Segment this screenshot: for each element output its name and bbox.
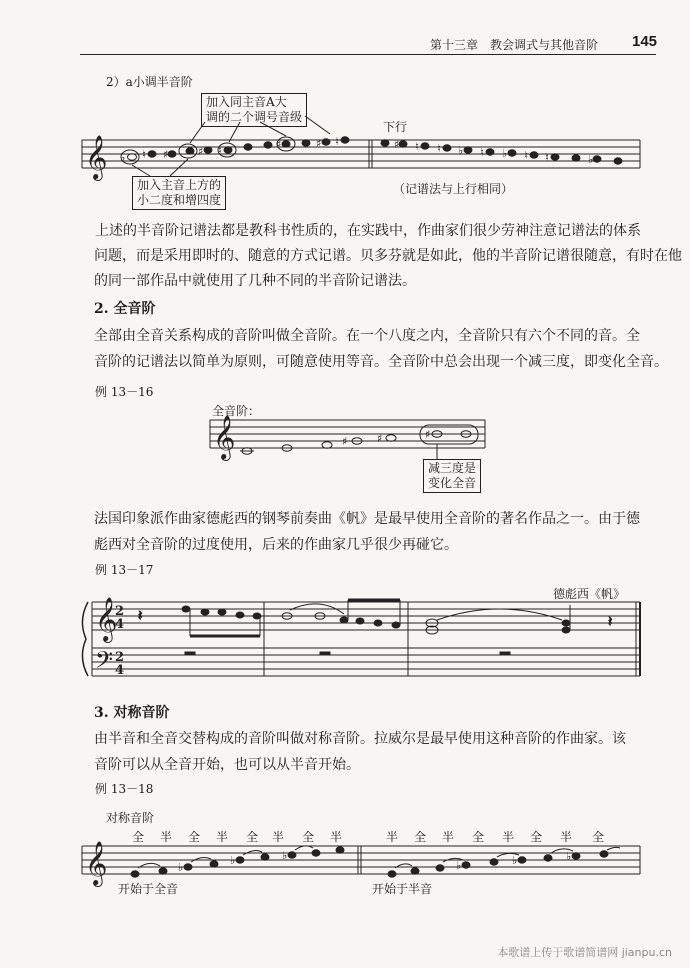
debussy-notes (138, 600, 612, 655)
svg-text:♭: ♭ (512, 854, 518, 867)
right-step-2: 半 (442, 830, 455, 844)
svg-text:♮: ♮ (415, 140, 419, 153)
time-sig-bottom-bass: 4 (115, 663, 125, 678)
start-half-label: 开始于半音 (372, 882, 433, 896)
svg-text:♮: ♮ (335, 135, 339, 148)
right-step-7: 全 (592, 830, 605, 844)
svg-text:♭: ♭ (502, 147, 508, 160)
left-step-4: 全 (246, 830, 259, 844)
section-3-line-1: 由半音和全音交替构成的音阶叫做对称音阶。拉威尔是最早使用这种音阶的作曲家。该 (94, 731, 626, 747)
treble-clef-icon: 𝄞 (85, 135, 108, 179)
svg-text:♭: ♭ (566, 850, 572, 863)
svg-text:♯: ♯ (316, 137, 322, 150)
box-top-line-1: 加入同主音A大 (206, 95, 287, 109)
grand-staff (82, 602, 640, 676)
left-step-6: 全 (302, 830, 315, 844)
aminor-circles (121, 116, 330, 176)
half-rest (185, 652, 195, 655)
debussy-attribution: 德彪西《帆》 (553, 587, 626, 601)
left-step-0: 全 (132, 830, 145, 844)
right-step-0: 半 (386, 830, 399, 844)
dim-third-line-1: 减三度是 (428, 461, 477, 475)
section-3-heading: 3. 对称音阶 (94, 705, 170, 721)
example-18-label: 例 13－18 (95, 782, 154, 796)
example-17-label: 例 13－17 (95, 563, 154, 577)
ex-aminor-label: 2）a小调半音阶 (106, 75, 193, 89)
box-top-line-2: 调的二个调号音级 (206, 110, 303, 124)
svg-text:♯: ♯ (276, 138, 282, 151)
paragraph-1-line-1: 上述的半音阶记谱法都是教科书性质的，在实践中，作曲家们很少劳神注意记谱法的体系 (95, 223, 641, 239)
left-step-3: 半 (216, 830, 229, 844)
svg-text:♭: ♭ (588, 153, 594, 166)
svg-text:♯: ♯ (198, 145, 204, 158)
page-number: 145 (632, 33, 658, 50)
dim-third-line-2: 变化全音 (428, 476, 477, 490)
chapter-header: 第十三章 教会调式与其他音阶 (430, 38, 599, 52)
svg-text:♯: ♯ (377, 432, 383, 445)
svg-text:♮: ♮ (480, 146, 484, 159)
descending-label: 下行 (383, 120, 408, 134)
svg-text:♮: ♮ (142, 148, 146, 161)
box-bottom-line-1: 加入主音上方的 (137, 178, 222, 192)
treble-clef-icon: 𝄞 (95, 597, 118, 641)
notation-note: （记谱法与上行相同） (393, 182, 514, 196)
time-sig-top: 2 (115, 604, 125, 619)
svg-text:♭: ♭ (120, 151, 126, 164)
svg-text:♭: ♭ (178, 861, 184, 874)
box-bottom-line-2: 小二度和增四度 (137, 193, 222, 207)
section-3-line-2: 音阶可以从全音开始，也可以从半音开始。 (94, 757, 360, 773)
svg-text:♯: ♯ (394, 138, 400, 151)
right-step-1: 全 (414, 830, 427, 844)
right-step-4: 半 (502, 830, 515, 844)
right-step-3: 全 (472, 830, 485, 844)
paragraph-1-line-2: 问题，而是采用即时的、随意的方式记谱。贝多芬就是如此，他的半音阶记谱很随意，有时在他 (94, 248, 682, 264)
footer-watermark: 本歌谱上传于歌谱简谱网 jianpu.cn (497, 946, 672, 959)
paragraph-2-line-1: 法国印象派作曲家德彪西的钢琴前奏曲《帆》是最早使用全音阶的著名作品之一。由于德 (94, 511, 640, 527)
svg-text:𝄽: 𝄽 (608, 614, 613, 630)
symmetric-staff-label: 对称音阶 (106, 811, 155, 825)
svg-text:♮: ♮ (218, 144, 222, 157)
section-2-heading: 2. 全音阶 (94, 301, 156, 317)
paragraph-1-line-3: 的同一部作品中就使用了几种不同的半音阶记谱法。 (94, 273, 416, 289)
time-sig-top-bass: 2 (115, 650, 125, 665)
left-step-7: 半 (330, 830, 343, 844)
svg-text:𝄽: 𝄽 (138, 608, 143, 624)
svg-text:♭: ♭ (282, 849, 288, 862)
left-step-1: 半 (160, 830, 173, 844)
right-step-5: 全 (530, 830, 543, 844)
symmetric-notes (131, 846, 620, 877)
svg-text:♯: ♯ (342, 435, 348, 448)
svg-text:♯: ♯ (425, 428, 431, 441)
treble-clef-icon: 𝄞 (213, 415, 236, 459)
svg-text:♮: ♮ (524, 149, 528, 162)
section-2-line-2: 音阶的记谱法以简单为原则，可随意使用等音。全音阶中总会出现一个减三度，即变化全音。 (94, 354, 668, 370)
svg-text:♭: ♭ (458, 144, 464, 157)
left-step-5: 半 (272, 830, 285, 844)
example-16-label: 例 13－16 (95, 385, 154, 399)
start-whole-label: 开始于全音 (118, 882, 179, 896)
section-2-line-1: 全部由全音关系构成的音阶叫做全音阶。在一个八度之内，全音阶只有六个不同的音。全 (94, 328, 640, 344)
svg-text:♯: ♯ (163, 148, 169, 161)
whole-tone-notes (240, 425, 478, 459)
time-sig-bottom: 4 (115, 617, 125, 632)
svg-text:♭: ♭ (456, 859, 462, 872)
svg-text:♮: ♮ (545, 151, 549, 164)
right-step-6: 半 (560, 830, 573, 844)
bass-clef-icon: 𝄢 (95, 646, 114, 679)
left-step-2: 全 (188, 830, 201, 844)
svg-text:♭: ♭ (230, 854, 236, 867)
paragraph-2-line-2: 彪西对全音阶的过度使用，后来的作曲家几乎很少再碰它。 (94, 537, 458, 553)
treble-clef-icon: 𝄞 (85, 841, 108, 885)
svg-text:♮: ♮ (437, 142, 441, 155)
whole-tone-staff-label: 全音阶： (212, 404, 261, 418)
